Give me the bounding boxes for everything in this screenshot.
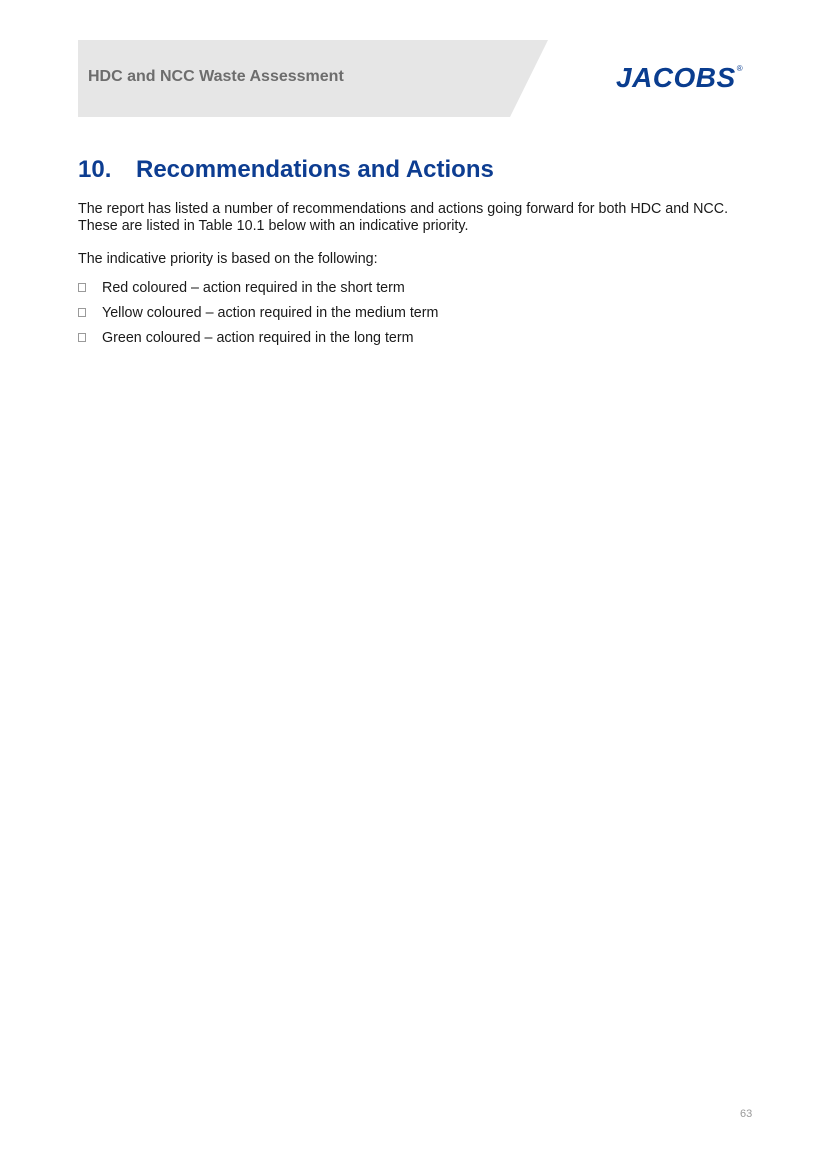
section-number: 10. bbox=[78, 156, 112, 183]
intro-paragraph: The report has listed a number of recommendations and actions going forward for both HDC and NCC. These are listed in Table 10.1 below with an indicative priority. bbox=[78, 201, 729, 234]
list-item-text: Green coloured – action required in the long term bbox=[102, 329, 414, 346]
section-title: Recommendations and Actions bbox=[136, 156, 494, 183]
document-title: HDC and NCC Waste Assessment bbox=[88, 68, 344, 85]
priority-list bbox=[78, 275, 438, 350]
page-number: 63 bbox=[740, 1108, 753, 1120]
list-item-text: Red coloured – action required in the short term bbox=[102, 279, 405, 296]
list-item bbox=[78, 300, 438, 325]
registered-mark: ® bbox=[736, 64, 743, 73]
bullet-box-icon bbox=[78, 308, 86, 317]
list-item bbox=[78, 275, 438, 300]
section-heading bbox=[78, 156, 494, 184]
priority-paragraph: The indicative priority is based on the following: bbox=[78, 251, 378, 267]
header-band bbox=[78, 40, 548, 117]
jacobs-logo bbox=[616, 64, 743, 94]
list-item bbox=[78, 325, 438, 350]
bullet-box-icon bbox=[78, 333, 86, 342]
bullet-box-icon bbox=[78, 283, 86, 292]
logo-wordmark: JACOBS bbox=[616, 62, 736, 93]
list-item-text: Yellow coloured – action required in the medium term bbox=[102, 304, 439, 321]
